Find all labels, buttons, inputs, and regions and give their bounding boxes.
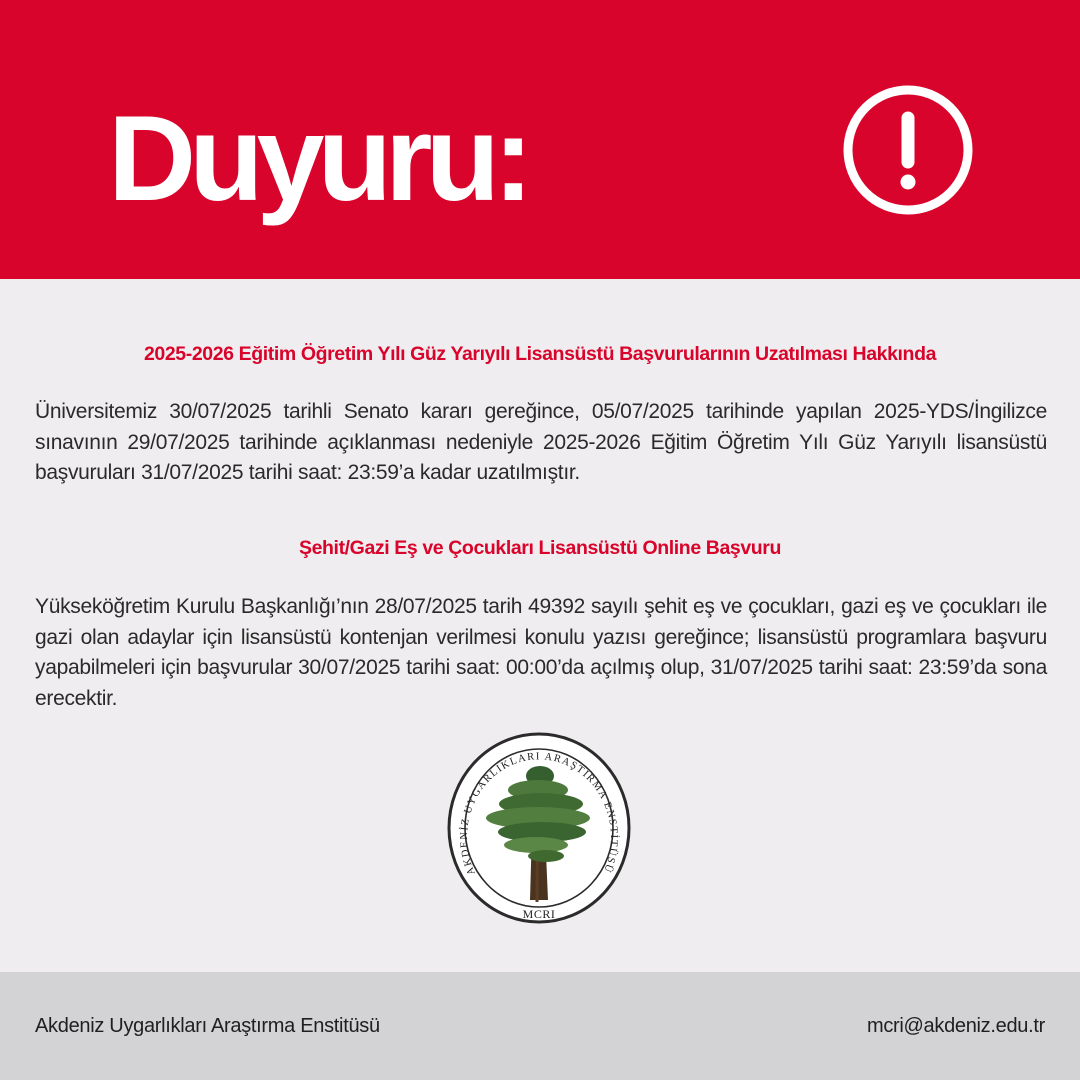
announcement-title: Duyuru: bbox=[108, 90, 527, 226]
svg-text:AKDENİZ UYGARLIKLARI ARAŞTIRMA: AKDENİZ UYGARLIKLARI ARAŞTIRMA ENSTİTÜSÜ bbox=[458, 751, 620, 877]
section-body-online-application: Yükseköğretim Kurulu Başkanlığı’nın 28/07/2025 tarih 49392 sayılı şehit eş ve çocukları, gazi eş ve çocukları ile gazi olan adaylar için lisansüstü kontenjan verilmesi konulu yazısı gereğince; lisansüstü programlara başvuru yapabilmeleri için başvurular 30/07/2025 tarihi saat: 00:00’da açılmış olup, 31/07/2025 tarihi saat: 23:59’da sona erecektir. bbox=[35, 595, 1047, 710]
announcement-content bbox=[0, 279, 1080, 972]
seal-abbreviation: MCRI bbox=[522, 907, 556, 921]
exclamation-circle-icon bbox=[840, 82, 976, 218]
footer-email: mcri@akdeniz.edu.tr bbox=[866, 1015, 1045, 1037]
section-body-extension: Üniversitemiz 30/07/2025 tarihli Senato kararı gereğince, 05/07/2025 tarihinde yapılan 2025-YDS/İngilizce sınavının 29/07/2025 tarihinde açıklanması nedeniyle 2025-2026 Eğitim Öğretim Yılı Güz Yarıyılı lisansüstü başvuruları 31/07/2025 tarihi saat: 23:59’a kadar uzatılmıştır. bbox=[35, 400, 1047, 484]
announcement-header bbox=[0, 0, 1080, 279]
page-footer bbox=[0, 972, 1080, 1080]
section-heading-extension: 2025-2026 Eğitim Öğretim Yılı Güz Yarıyılı Lisansüstü Başvurularının Uzatılması Hakkında bbox=[143, 343, 937, 365]
section-heading-online-application: Şehit/Gazi Eş ve Çocukları Lisansüstü Online Başvuru bbox=[298, 537, 782, 559]
footer-institute-name: Akdeniz Uygarlıkları Araştırma Enstitüsü bbox=[35, 1015, 380, 1037]
institute-seal-logo bbox=[446, 732, 632, 924]
